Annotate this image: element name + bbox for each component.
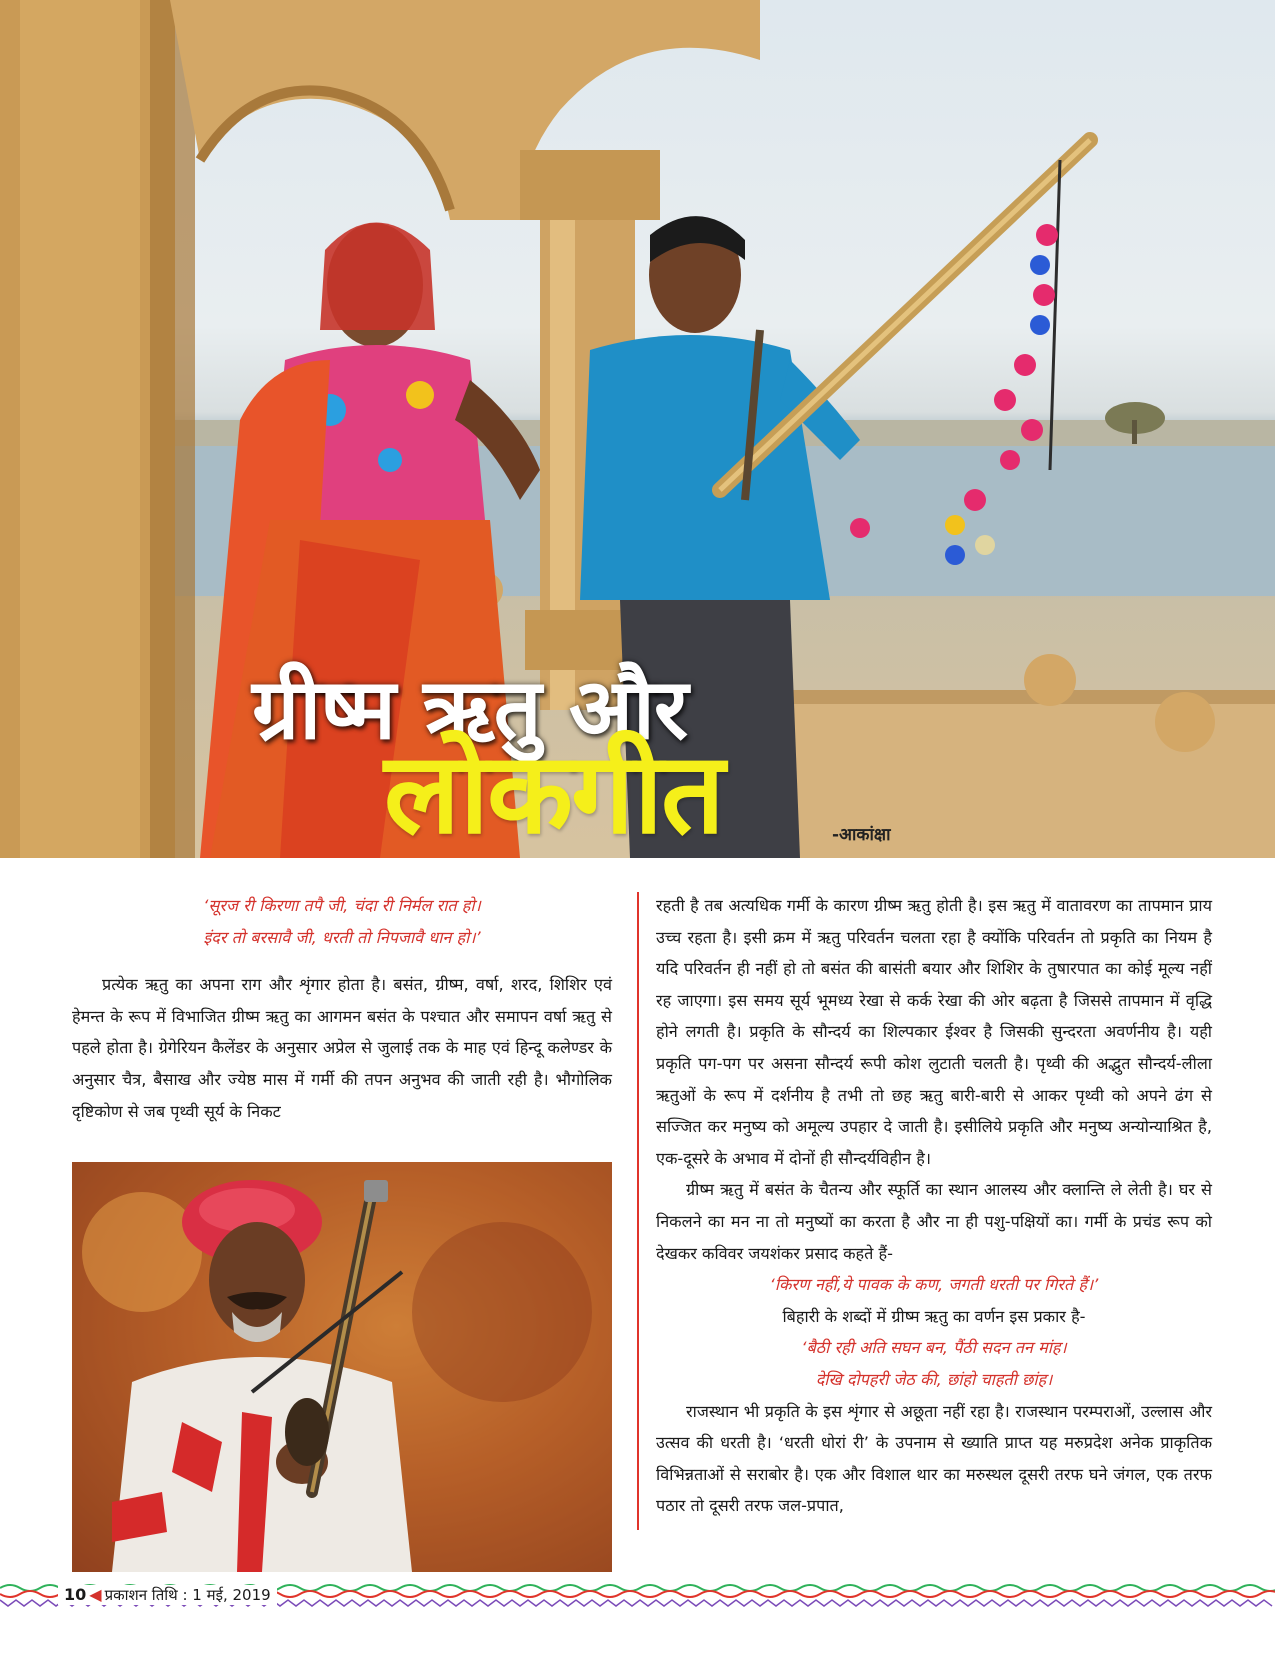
headline-line-2: लोकगीत xyxy=(384,729,723,858)
left-column xyxy=(72,890,612,1127)
verse-line: देखि दोपहरी जेठ की, छांहो चाहती छांह। xyxy=(815,1369,1053,1389)
body-paragraph: ग्रीष्म ऋतु में बसंत के चैतन्य और स्फूर्ति का स्थान आलस्य और क्लान्ति ले लेती है। घर से निकलने का मन ना तो मनुष्यों का करता है और ना ही पशु-पक्षियों का। गर्मी के प्रचंड रूप को देखकर कविवर जयशंकर प्रसाद कहते हैं- xyxy=(656,1180,1212,1263)
bihari-intro: बिहारी के शब्दों में ग्रीष्म ऋतु का वर्णन इस प्रकार है- xyxy=(782,1306,1086,1326)
musician-photo xyxy=(72,1162,612,1572)
opening-verse xyxy=(72,890,612,953)
musician-illustration xyxy=(72,1162,612,1572)
headline-line-1: ग्रीष्म ऋतु और xyxy=(252,660,688,758)
verse-prasad: ‘किरण नहीं,ये पावक के कण, जगती धरती पर गिरते हैं।’ xyxy=(769,1275,1099,1295)
right-column xyxy=(656,890,1212,1522)
body-paragraph: प्रत्येक ऋतु का अपना राग और शृंगार होता है। बसंत, ग्रीष्म, वर्षा, शरद, शिशिर एवं हेमन्त के रूप में विभाजित ग्रीष्म ऋतु का आगमन बसंत के पश्चात और समापन वर्षा ऋतु से पहले होता है। ग्रेगेरियन कैलेंडर के अनुसार अप्रेल से जुलाई तक के माह एवं हिन्दू कलेण्डर के अनुसार चैत्र, बैसाख और ज्येष्ठ मास में गर्मी की तपन अनुभव की जाती रही है। भौगोलिक दृष्टिकोण से जब पृथ्वी सूर्य के निकट xyxy=(72,975,612,1121)
arrow-icon: ◀ xyxy=(89,1585,102,1604)
verse-line: इंदर तो बरसावै जी, धरती तो निपजावै धान हो।’ xyxy=(203,927,481,947)
page-footer xyxy=(58,1585,277,1605)
verse-bihari xyxy=(656,1332,1212,1395)
body-paragraph: राजस्थान भी प्रकृति के इस शृंगार से अछूता नहीं रहा है। राजस्थान परम्पराओं, उल्लास और उत्सव की धरती है। ‘धरती धोरां री’ के उपनाम से ख्याति प्राप्त यह मरुप्रदेश अनेक प्राकृतिक विभिन्नताओं से सराबोर है। एक और विशाल थार का मरुस्थल दूसरी तरफ घने जंगल, एक तरफ पठार तो दूसरी तरफ जल-प्रपात, xyxy=(656,1401,1212,1516)
body-paragraph: रहती है तब अत्यधिक गर्मी के कारण ग्रीष्म ऋतु होती है। इस ऋतु में वातावरण का तापमान प्राय उच्च रहता है। इसी क्रम में ऋतु परिवर्तन चलता रहा है क्योंकि परिवर्तन तो प्रकृति का नियम है यदि परिवर्तन ही नहीं हो तो बसंत की बासंती बयार और शिशिर के तुषारपात का कोई मूल्य नहीं रह जाएगा। इस समय सूर्य भूमध्य रेखा से कर्क रेखा की ओर बढ़ता है जिससे तापमान में वृद्धि होने लगती है। प्रकृति के सौन्दर्य का शिल्पकार ईश्वर है जिसकी सुन्दरता अवर्णनीय है। यही प्रकृति पग-पग पर असना सौन्दर्य रूपी कोश लुटाती चलती है। पृथ्वी की अद्भुत सौन्दर्य-लीला ऋतुओं के रूप में दर्शनीय है तभी तो छह ऋतु बारी-बारी से आकर पृथ्वी को अपने ढंग से सज्जित कर मनुष्य को अमूल्य उपहार दे जाती है। इसीलिये प्रकृति और मनुष्य अन्योन्याश्रित है, एक-दूसरे के अभाव में दोनों ही सौन्दर्यविहीन है। xyxy=(656,896,1212,1168)
author-byline: -आकांक्षा xyxy=(832,825,891,845)
column-divider xyxy=(637,892,639,1530)
verse-line: ‘सूरज री किरणा तपै जी, चंदा री निर्मल रात हो। xyxy=(203,896,481,915)
page-number: 10 xyxy=(64,1585,87,1604)
verse-line: ‘बैठी रही अति सघन बन, पैंठी सदन तन मांह। xyxy=(801,1338,1067,1358)
publication-date: प्रकाशन तिथि : 1 मई, 2019 xyxy=(104,1586,271,1604)
